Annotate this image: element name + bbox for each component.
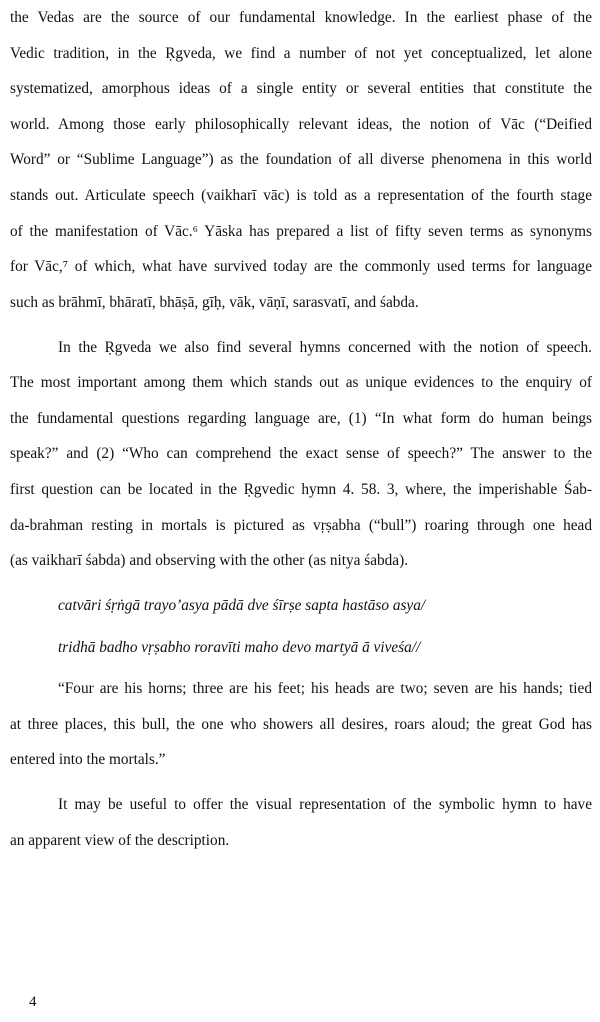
paragraph-2-line-4: speak?” and (2) “Who can comprehend the exact sense of speech?” The answer to the [10, 445, 592, 462]
closing-line-1: It may be useful to offer the visual representation of the symbolic hymn to have [58, 796, 592, 813]
paragraph-1-line-7: of the manifestation of Vāc.⁶ Yāska has prepared a list of fifty seven terms as synonyms [10, 223, 592, 240]
paragraph-2-line-2: The most important among them which stands out as unique evidences to the enquiry of [10, 374, 592, 391]
paragraph-2-line-6: da-brahman resting in mortals is pictured as vṛṣabha (“bull”) roaring through one head [10, 517, 592, 534]
verse-line-2: tridhā badho vṛṣabho roravīti maho devo martyā ā viveśa// [58, 639, 421, 656]
translation-line-2: at three places, this bull, the one who showers all desires, roars aloud; the great God has [10, 716, 592, 733]
paragraph-1-line-6: stands out. Articulate speech (vaikharī vāc) is told as a representation of the fourth stage [10, 187, 592, 204]
paragraph-1-line-2: Vedic tradition, in the Ṛgveda, we find a number of not yet conceptualized, let alone [10, 45, 592, 62]
page-number: 4 [29, 994, 37, 1010]
translation-line-3: entered into the mortals.” [10, 751, 166, 768]
paragraph-2-line-5: first question can be located in the Ṛgvedic hymn 4. 58. 3, where, the imperishable Śab- [10, 481, 592, 498]
paragraph-2-line-3: the fundamental questions regarding language are, (1) “In what form do human beings [10, 410, 592, 427]
paragraph-1-line-9: such as brāhmī, bhāratī, bhāṣā, gīḥ, vāk, vāṇī, sarasvatī, and śabda. [10, 294, 419, 311]
closing-line-2: an apparent view of the description. [10, 832, 230, 849]
paragraph-1-line-3: systematized, amorphous ideas of a single entity or several entities that constitute the [10, 80, 592, 97]
paragraph-1-line-5: Word” or “Sublime Language”) as the foundation of all diverse phenomena in this world [10, 151, 592, 168]
paragraph-1-line-8: for Vāc,⁷ of which, what have survived today are the commonly used terms for language [10, 258, 592, 275]
paragraph-2-line-7: (as vaikharī śabda) and observing with the other (as nitya śabda). [10, 552, 409, 569]
paragraph-1-line-4: world. Among those early philosophically relevant ideas, the notion of Vāc (“Deified [10, 116, 592, 133]
paragraph-1-line-1: the Vedas are the source of our fundamental knowledge. In the earliest phase of the [10, 9, 592, 26]
paragraph-2-line-1: In the Ṛgveda we also find several hymns concerned with the notion of speech. [58, 339, 592, 356]
translation-line-1: “Four are his horns; three are his feet; his heads are two; seven are his hands; tied [58, 680, 592, 697]
verse-line-1: catvāri śṛṅgā trayo’asya pādā dve śīrṣe sapta hastāso asya/ [58, 597, 426, 614]
